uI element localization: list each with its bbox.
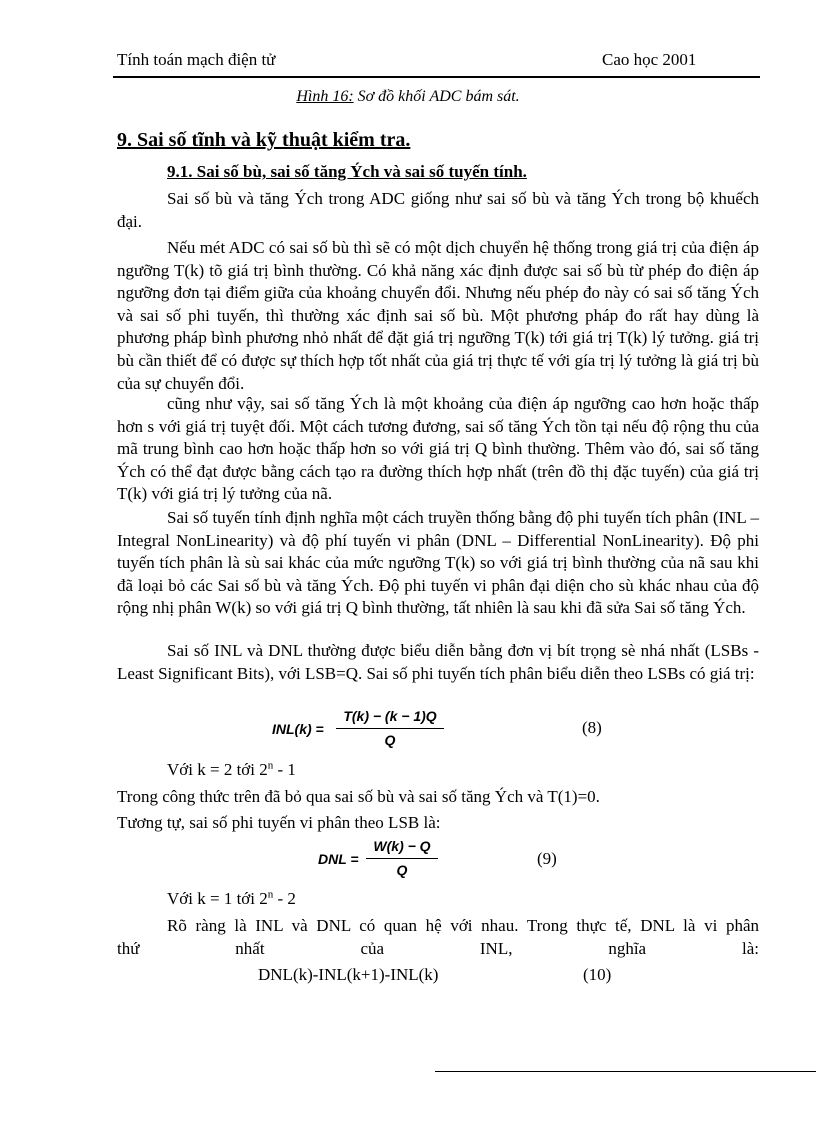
paragraph-3: cũng như vậy, sai số tăng Ých là một khoảng của điện áp ngưỡng cao hơn hoặc thấp hơn s với giá trị tuyệt đối. Một cách tương đương, sai số tăng Ých tồn tại nếu độ rộng thu của mã trung bình cao hơn hoặc thấp hơn so với giá trị Q bình thường. Thêm vào đó, sai số tăng Ých có thể đạt được bằng cách tạo ra đường thích hợp nhất (trên đồ thị đặc tuyến) của giá trị T(k) với giá trị lý tưởng của nã.: [117, 394, 759, 504]
eq8-numerator: T(k) − (k − 1)Q: [343, 708, 437, 724]
figure-caption: [0, 88, 816, 106]
eq9-range: [167, 889, 296, 909]
header-rule: [113, 76, 760, 78]
final-paragraph-line1: Rõ ràng là INL và DNL có quan hệ với nhau. Trong thực tế, DNL là vi phân: [167, 916, 759, 935]
eq9-range-exponent: n: [267, 888, 274, 901]
eq10-number: (10): [583, 965, 612, 984]
equation-10: DNL(k)-INL(k+1)-INL(k): [258, 965, 439, 984]
eq9-number: (9): [537, 849, 557, 868]
header-title: Tính toán mạch điện tử: [117, 50, 276, 69]
word: INL,: [479, 939, 513, 958]
subsection-heading: 9.1. Sai số bù, sai số tăng Ých và sai số tuyến tính.: [167, 162, 527, 181]
eq9-denominator: Q: [396, 862, 408, 878]
word: của: [360, 939, 385, 958]
figure-caption-text: Sơ đồ khối ADC bám sát.: [353, 88, 520, 105]
header-course: Cao học 2001: [602, 50, 697, 69]
word: nhất: [235, 939, 265, 958]
eq8-note: Trong công thức trên đã bỏ qua sai số bù và sai số tăng Ých và T(1)=0.: [117, 787, 600, 806]
eq8-range-exponent: n: [267, 759, 274, 772]
paragraph-2: Nếu mét ADC có sai số bù thì sẽ có một dịch chuyển hệ thống trong giá trị của điện áp ngưỡng T(k) tõ giá trị bình thường. Có khả năng xác định được sai số bù từ phép đo điện áp ngưỡng đơn tại điểm giữa của khoảng chuyển đổi. Nhưng nếu phép đo này có sai số tăng Ých và sai số phi tuyến, thì thường xác định sai số bù. Một phương pháp đo rất hay dùng là phương pháp bình phương nhỏ nhất để đặt giá trị ngưỡng T(k) tới giá trị T(k) lý tưởng. giá trị bù cần thiết để có được sự thích hợp tốt nhất của giá trị thực tế với gía trị lý tưởng là giá trị bù của sự chuyển đổi.: [117, 238, 759, 393]
paragraph-4: Sai số tuyến tính định nghĩa một cách truyền thống bằng độ phi tuyến tích phân (INL – Integral NonLinearity) và độ phí tuyến vi phân (DNL – Differential NonLinearity). Độ phi tuyến tích phân là sù sai khác của mức ngưỡng T(k) so với giá trị bình thường của nã sau khi đã loại bỏ các Sai số bù và tăng Ých. Độ phi tuyến vi phân đại diện cho sù khác nhau của độ rộng nhị phân W(k) so với giá trị Q bình thường, tất nhiên là sau khi đã sửa Sai số tăng Ých.: [117, 508, 759, 618]
word: nghĩa: [608, 939, 647, 958]
eq9-fraction-bar: [366, 858, 438, 859]
section-heading: 9. Sai số tĩnh và kỹ thuật kiểm tra.: [117, 129, 411, 151]
eq8-lhs: INL(k) =: [272, 721, 324, 737]
eq8-range-suffix: - 1: [273, 760, 296, 779]
equation-8: [272, 708, 472, 754]
eq8-range: [167, 760, 296, 780]
eq9-range-prefix: Với k = 1 tới 2: [167, 889, 268, 908]
eq9-intro: Tương tự, sai số phi tuyến vi phân theo LSB là:: [117, 813, 441, 832]
eq9-range-suffix: - 2: [273, 889, 296, 908]
eq8-fraction-bar: [336, 728, 444, 729]
final-paragraph-line2: [117, 939, 759, 959]
paragraph-5: Sai số INL và DNL thường được biểu diễn bằng đơn vị bít trọng sè nhá nhất (LSBs - Least Significant Bits), với LSB=Q. Sai số phi tuyến tích phân biểu diễn theo LSBs có giá trị:: [117, 641, 759, 683]
eq8-range-prefix: Với k = 2 tới 2: [167, 760, 268, 779]
figure-caption-label: Hình 16:: [296, 88, 354, 105]
word: thứ: [117, 939, 140, 958]
eq8-number: (8): [582, 718, 602, 737]
eq9-numerator: W(k) − Q: [373, 838, 431, 854]
word: là:: [741, 939, 759, 958]
eq9-lhs: DNL =: [318, 851, 359, 867]
eq8-denominator: Q: [384, 732, 396, 748]
equation-9: [318, 838, 458, 884]
paragraph-1: Sai số bù và tăng Ých trong ADC giống như sai số bù và tăng Ých trong bộ khuếch đại.: [117, 189, 759, 231]
footer-rule: [435, 1071, 816, 1072]
